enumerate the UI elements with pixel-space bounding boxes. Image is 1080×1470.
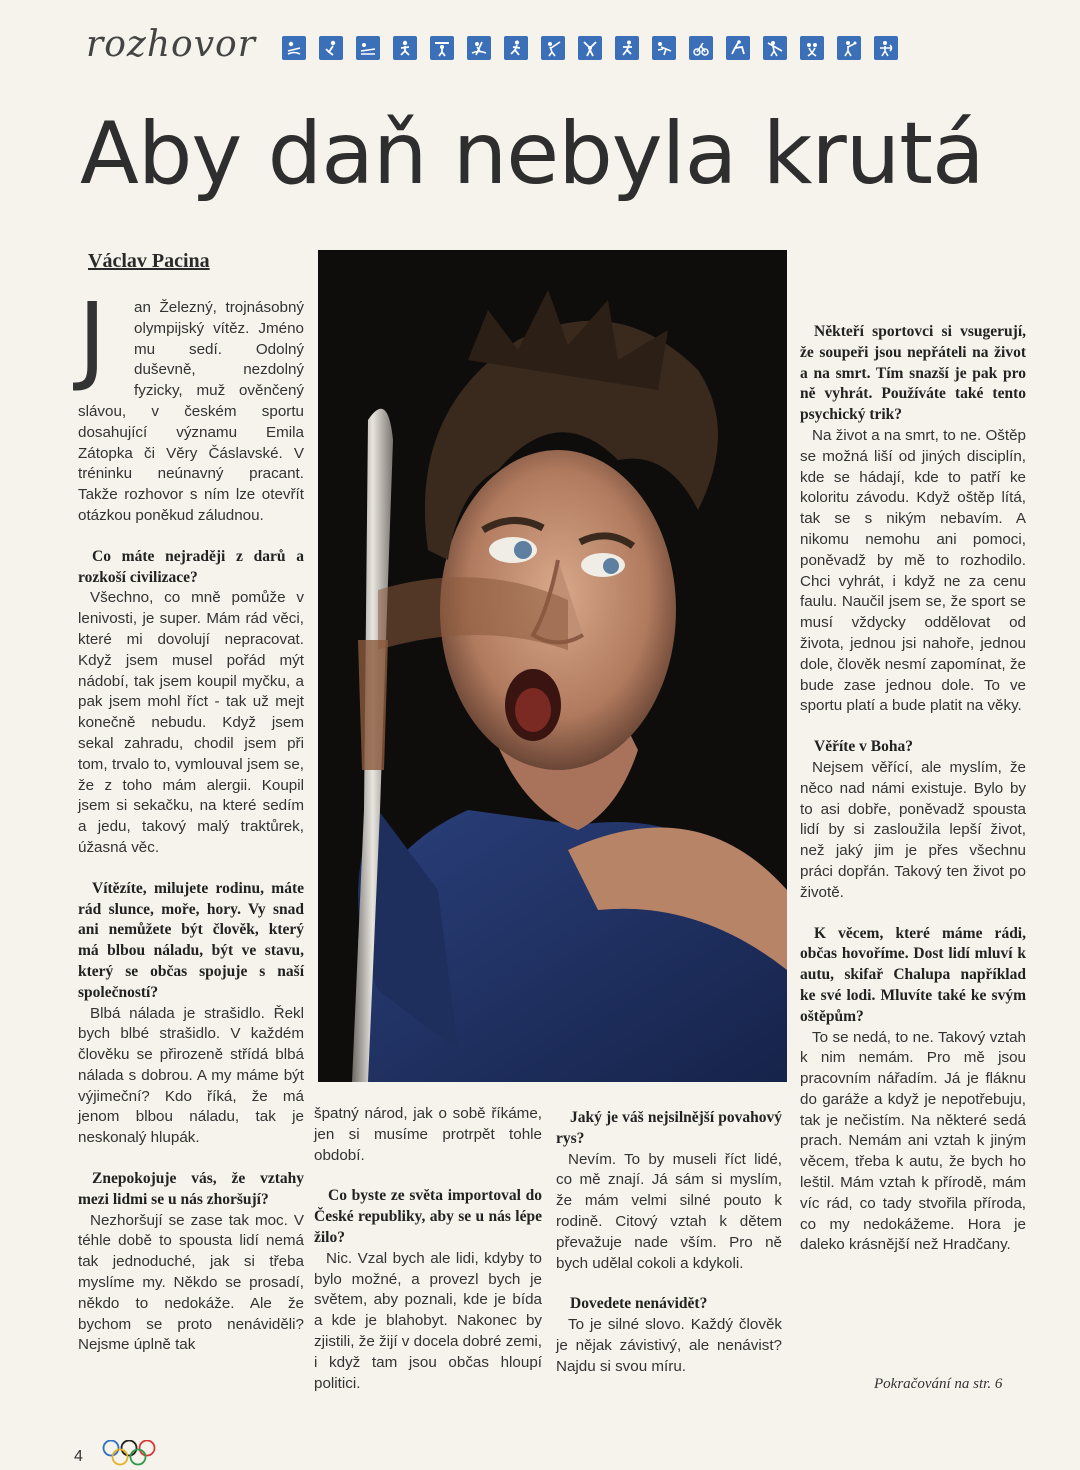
olympic-ring — [104, 1441, 119, 1456]
answer: Nezhoršují se zase tak moc. V téhle době to spousta lidí nemá tak jednoduché, jak si třeba myslíme my. Někdo se prosadí, někdo to nedokáže. Ale že bychom se proto nenáviděli? Nejsme úplně tak — [78, 1211, 304, 1354]
canoe-icon — [467, 36, 491, 60]
continued-note: Pokračování na str. 6 — [874, 1376, 1003, 1392]
olympic-ring — [140, 1441, 155, 1456]
answer: Nic. Vzal bych ale lidi, kdyby to bylo možné, a provezl bych je světem, aby poznali, kde je bída a kde je blahobyt. Nakonec by zjistili, že žijí v docela dobré zemi, i když tam jsou občas hloupí politici. — [314, 1249, 542, 1392]
article-column-4 — [800, 322, 1026, 1256]
athletics-icon — [504, 36, 528, 60]
question: Co máte nejraději z darů a rozkoší civilizace? — [78, 547, 304, 586]
olympic-ring — [131, 1450, 146, 1465]
article-column-2 — [314, 1104, 542, 1394]
rowing-icon — [356, 36, 380, 60]
archery-icon — [874, 36, 898, 60]
question: Znepokojuje vás, že vztahy mezi lidmi se u nás zhoršují? — [78, 1170, 304, 1208]
athlete-photo — [318, 250, 787, 1082]
question: Dovedete nenávidět? — [570, 1295, 708, 1313]
section-label: rozhovor — [86, 24, 256, 65]
sport-pictograms — [282, 36, 898, 60]
answer: To se nedá, to ne. Takový vztah k nim nemám. Pro mě jsou pracovním nářadím. Já je fláknu do garáže a když je nepotřebuju, tak je nečistím. Na některé sedá prach. Nemám ani vztah k jiným věcem, třeba k autu, že bych ho leštil. Mám vztah k přírodě, mám víc rád, co tady stvořila příroda, co my nedokážeme. Hora je daleko krásnější než Hradčany. — [800, 1028, 1026, 1254]
olympic-ring — [113, 1450, 128, 1465]
javelin-icon — [763, 36, 787, 60]
fencing-icon — [541, 36, 565, 60]
author-byline: Václav Pacina — [88, 250, 210, 272]
question: Jaký je váš nejsilnější povahový rys? — [556, 1109, 782, 1147]
question: Vítězíte, milujete rodinu, máte rád slunce, moře, hory. Vy snad ani nemůžete být člověk, který má blbou náladu, být ve stavu, který se občas spojuje s naší společností? — [78, 879, 304, 1001]
cycling-icon — [689, 36, 713, 60]
article-column-3 — [556, 1108, 782, 1378]
gymnastics-icon — [578, 36, 602, 60]
wrestling-icon — [800, 36, 824, 60]
question: K věcem, které máme rádi, občas hovoříme. Dost lidí mluví k autu, skifař Chalupa například ke své lodi. Mluvíte také ke svým oštěpům? — [800, 924, 1026, 1025]
intro-paragraph: an Železný, trojnásobný olympijský vítěz. Jméno mu sedí. Odolný duševně, nezdolný fyzicky, muž ověnčený slávou, v českém sportu dosahující významu Emila Zátopka či Věry Čáslavské. V tréninku neúnavný pracant. Takže rozhovor s ním lze otevřít otázkou poněkud záludnou. — [78, 299, 304, 524]
article-column-1 — [78, 282, 304, 1356]
answer: Na život a na smrt, to ne. Oštěp se možná liší od jiných disciplín, kde se hádají, kde to patří ke koloritu závodu. Když oštěp lítá, tak se s nikým nebavím. A nikomu nemohu ani pomoci, poněvadž by mě to rozhodilo. Chci vyhrát, i když ne za cenu faulu. Naučil jsem se, že sport se musí vždycky oddělovat od života, jednou jsi nahoře, jednou dole, člověk nesmí zapomínat, že bude zase jednou dole. To ve sportu platí a bude platit na věky. — [800, 426, 1026, 715]
answer: Blbá nálada je strašidlo. Řekl bych blbé strašidlo. V každém člověku se přirozeně střídá blbá nálada s dobrou. A my máme být výjimeční? Kdo říká, že má jenom blbou náladu, tak je neskonalý hlupák. — [78, 1004, 304, 1147]
running-icon — [615, 36, 639, 60]
diving-icon — [319, 36, 343, 60]
drop-cap: J — [78, 282, 107, 394]
question: Někteří sportovci si vsugerují, že soupeři jsou nepřáteli na život a na smrt. Tím snazší je pak pro ně vyhrát. Používáte také tento psychický trik? — [800, 323, 1026, 424]
olympic-ring — [122, 1441, 137, 1456]
javelin-thrower-image — [318, 250, 787, 1082]
answer: Všechno, co mně pomůže v lenivosti, je super. Mám rád věci, které mi dovolují nepracovat. Když jsem musel pořád mýt nádobí, tak jsem koupil myčku, a pak jsem mohl říct - tak už mejt konečně nebudu. Když jsem sekal zahradu, chodil jsem při tom, trvalo to, vymlouval jsem se, že z toho mám alergii. Koupil jsem si sekačku, na které sedím a jedu, takový malý traktůrek, úžasná věc. — [78, 589, 304, 856]
swimming-icon — [282, 36, 306, 60]
equestrian-icon — [726, 36, 750, 60]
olympic-rings-icon — [102, 1440, 156, 1466]
answer: Nejsem věřící, ale myslím, že něco nad námi existuje. Bylo by to asi dobře, poněvadž spousta lidí by si zasloužila lepší život, než jaký jim je přes všechnu práci dopřán. Takový ten život po životě. — [800, 758, 1026, 901]
question: Věříte v Boha? — [814, 738, 914, 756]
sprint-icon — [652, 36, 676, 60]
answer: Nevím. To by museli říct lidé, co mě znají. Já sám si myslím, že mám velmi silné pouto k rodině. Citový vztah k dětem převažuje nade vším. Pro ně bych udělal cokoli a kdykoli. — [556, 1150, 782, 1272]
page-number: 4 — [74, 1448, 83, 1465]
question: Co byste ze světa importoval do České republiky, aby se u nás lépe žilo? — [314, 1187, 542, 1246]
boxing-icon — [393, 36, 417, 60]
answer-continued: špatný národ, jak o sobě říkáme, jen si musíme protrpět tohle období. — [314, 1105, 542, 1164]
tennis-icon — [837, 36, 861, 60]
weightlifting-icon — [430, 36, 454, 60]
article-title: Aby daň nebyla krutá — [80, 104, 984, 204]
answer: To je silné slovo. Každý člověk je nějak závistivý, ale nenávist? Najdu si svou míru. — [556, 1316, 782, 1375]
